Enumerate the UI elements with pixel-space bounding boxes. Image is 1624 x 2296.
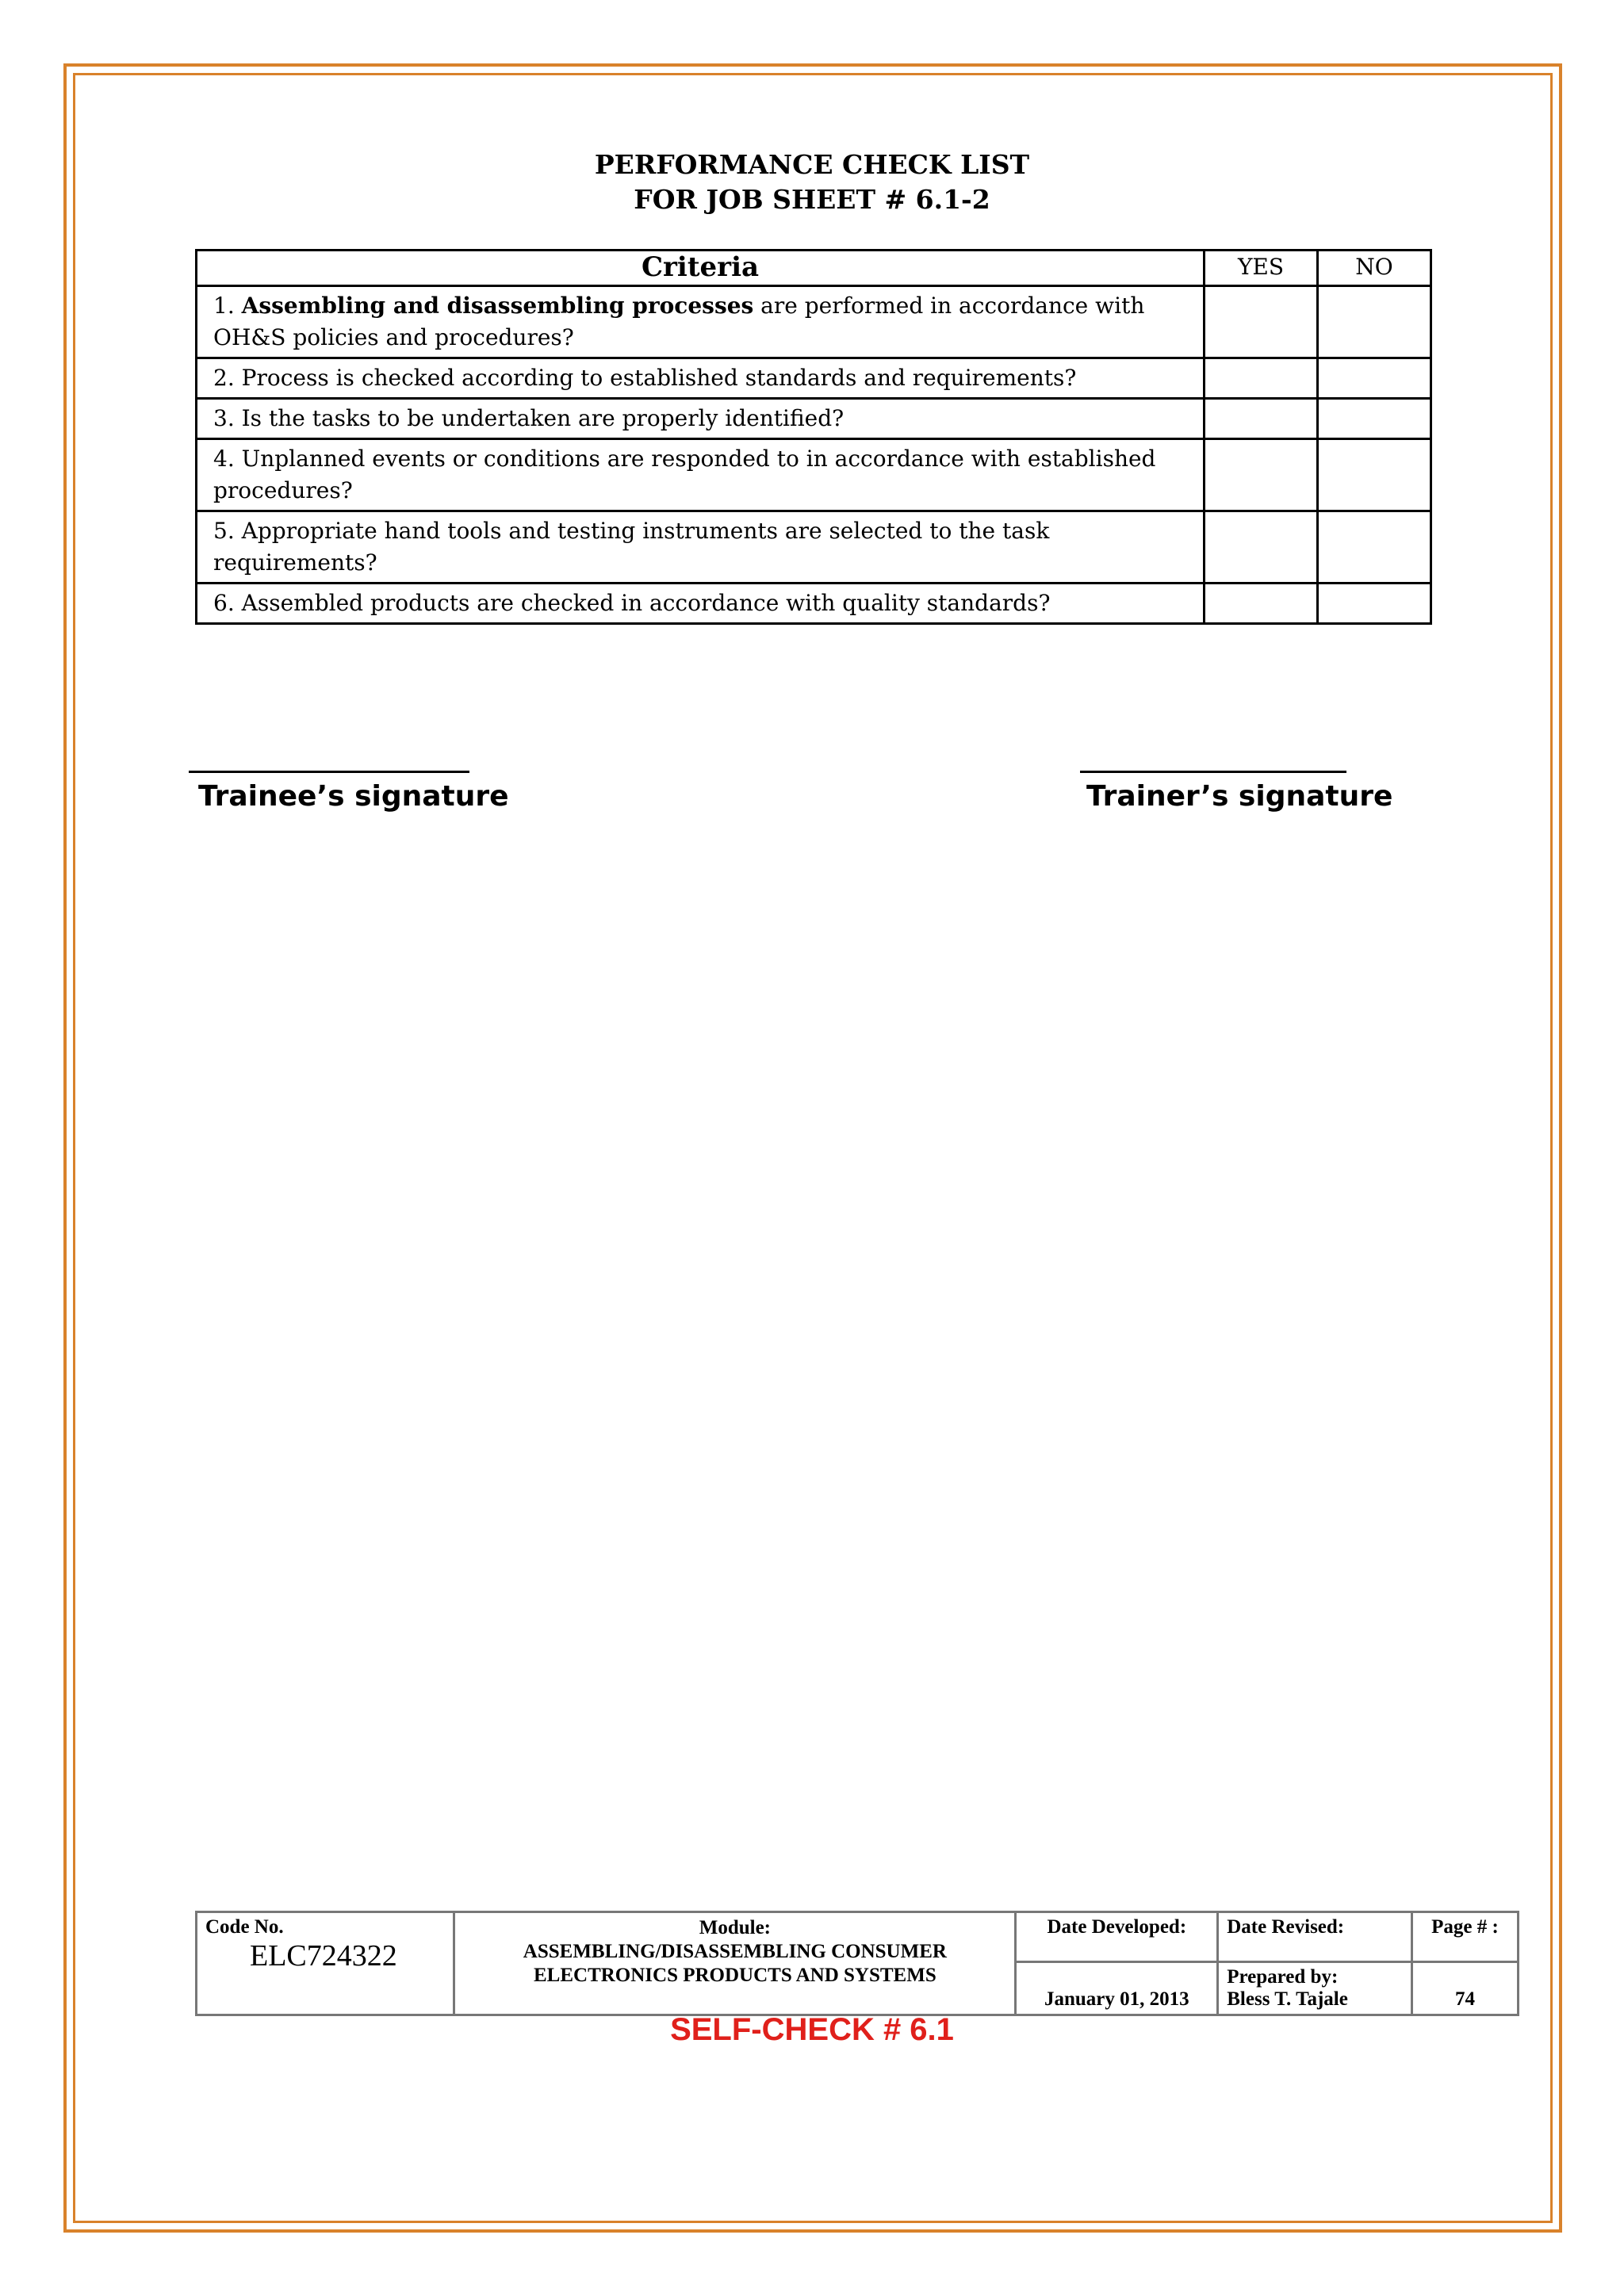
code-cell (197, 1912, 454, 2015)
trainer-signature-label: Trainer’s signature (1086, 780, 1393, 813)
no-checkbox-cell[interactable] (1318, 511, 1431, 584)
yes-header: YES (1205, 251, 1318, 286)
table-row (197, 439, 1431, 511)
no-checkbox-cell[interactable] (1318, 399, 1431, 439)
criteria-cell: 6. Assembled products are checked in accordance with quality standards? (197, 584, 1205, 624)
module-line-1: ASSEMBLING/DISASSEMBLING CONSUMER (523, 1941, 947, 1962)
code-label: Code No. (205, 1916, 284, 1938)
performance-checklist-table (195, 249, 1432, 625)
no-checkbox-cell[interactable] (1318, 358, 1431, 399)
yes-checkbox-cell[interactable] (1205, 584, 1318, 624)
yes-checkbox-cell[interactable] (1205, 286, 1318, 358)
code-value: ELC724322 (250, 1939, 397, 1973)
criteria-cell: 3. Is the tasks to be undertaken are properly identified? (197, 399, 1205, 439)
criteria-cell: 2. Process is checked according to established standards and requirements? (197, 358, 1205, 399)
page-number: 74 (1412, 1962, 1519, 2015)
no-header: NO (1318, 251, 1431, 286)
self-check-label: SELF-CHECK # 6.1 (670, 2012, 954, 2047)
module-cell (454, 1912, 1016, 2015)
yes-checkbox-cell[interactable] (1205, 399, 1318, 439)
table-row (197, 286, 1431, 358)
criteria-cell: 4. Unplanned events or conditions are responded to in accordance with established procedures? (197, 439, 1205, 511)
yes-checkbox-cell[interactable] (1205, 439, 1318, 511)
trainer-signature-line[interactable] (1080, 771, 1346, 773)
module-label: Module: (699, 1917, 772, 1938)
date-revised-label: Date Revised: (1218, 1912, 1412, 1962)
criteria-cell: 5. Appropriate hand tools and testing instruments are selected to the task requirements? (197, 511, 1205, 584)
document-subtitle: FOR JOB SHEET # 6.1-2 (634, 184, 990, 215)
date-developed-label: Date Developed: (1016, 1912, 1218, 1962)
no-checkbox-cell[interactable] (1318, 286, 1431, 358)
table-row (197, 511, 1431, 584)
document-footer-table (195, 1911, 1519, 2016)
trainee-signature-label: Trainee’s signature (198, 780, 509, 813)
yes-checkbox-cell[interactable] (1205, 358, 1318, 399)
document-title: PERFORMANCE CHECK LIST (594, 149, 1030, 180)
prepared-value: Bless T. Tajale (1227, 1988, 1348, 2010)
criteria-cell (197, 286, 1205, 358)
page-label: Page # : (1412, 1912, 1519, 1962)
criteria-number: 1. (213, 293, 242, 319)
table-header-row (197, 251, 1431, 286)
no-checkbox-cell[interactable] (1318, 584, 1431, 624)
table-row (197, 584, 1431, 624)
prepared-label: Prepared by: (1227, 1966, 1339, 1988)
yes-checkbox-cell[interactable] (1205, 511, 1318, 584)
table-row (197, 399, 1431, 439)
trainee-signature-line[interactable] (189, 771, 469, 773)
table-row (197, 358, 1431, 399)
date-developed-value: January 01, 2013 (1016, 1962, 1218, 2015)
prepared-cell (1218, 1962, 1412, 2015)
criteria-header: Criteria (197, 251, 1205, 286)
criteria-text: are performed in accordance with OH&S policies and procedures? (213, 293, 1145, 350)
module-line-2: ELECTRONICS PRODUCTS AND SYSTEMS (533, 1965, 936, 1986)
criteria-bold-text: Assembling and disassembling processes (241, 293, 754, 319)
no-checkbox-cell[interactable] (1318, 439, 1431, 511)
